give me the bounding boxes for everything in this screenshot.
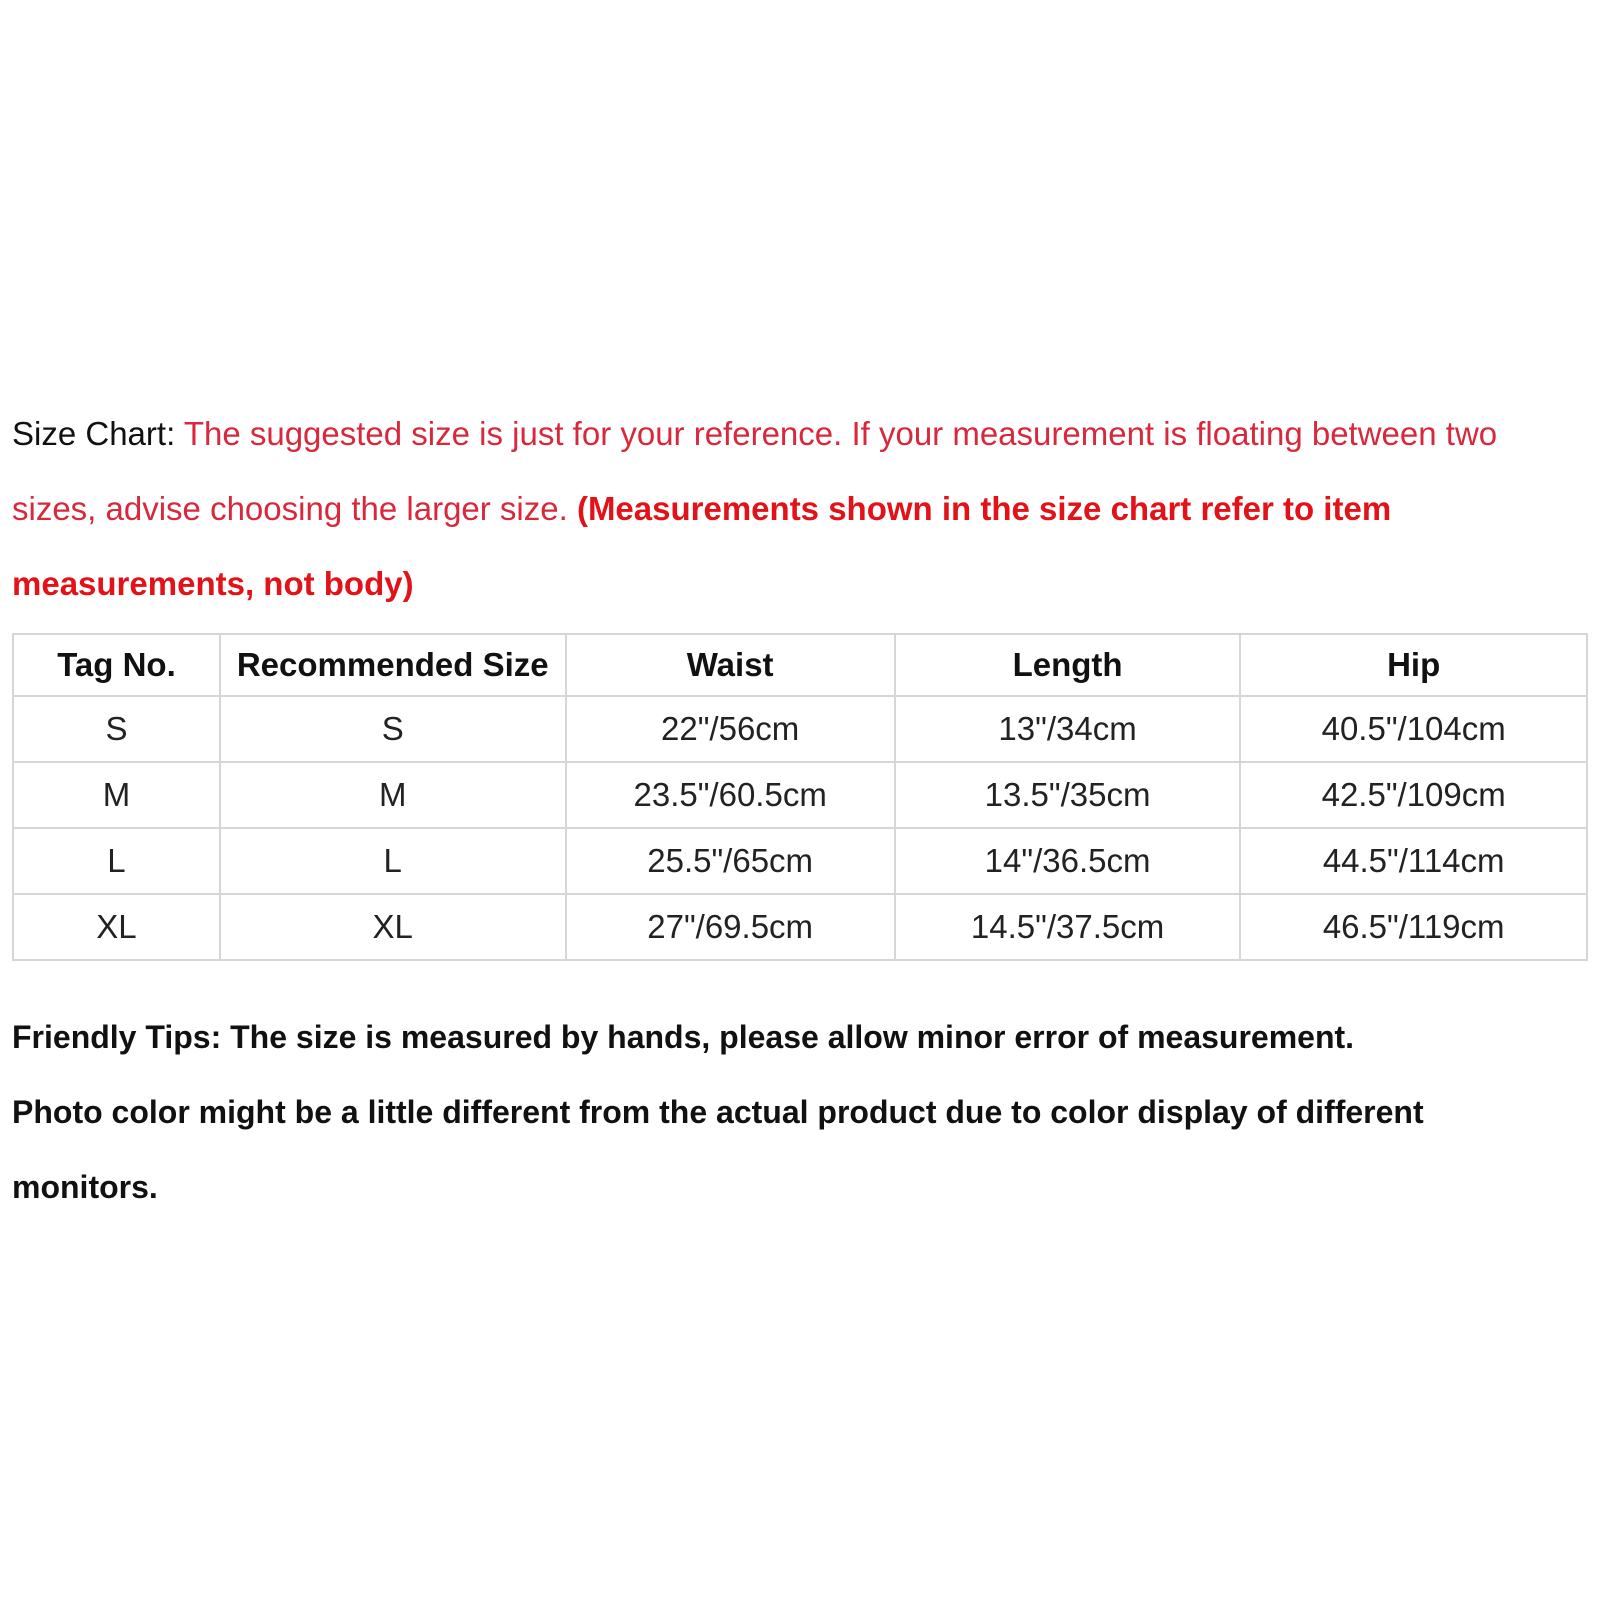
- label-separator: :: [166, 415, 184, 452]
- cell-recommended-size: XL: [220, 894, 566, 960]
- reference-note: The suggested size is just for your reference. If your measurement is floating between two sizes, advise choosing the larger size.: [12, 415, 1498, 527]
- cell-length: 13"/34cm: [895, 696, 1241, 762]
- cell-hip: 46.5"/119cm: [1240, 894, 1587, 960]
- cell-recommended-size: S: [220, 696, 566, 762]
- table-row: [13, 762, 1587, 828]
- cell-length: 14.5"/37.5cm: [895, 894, 1241, 960]
- cell-recommended-size: M: [220, 762, 566, 828]
- cell-waist: 27"/69.5cm: [566, 894, 895, 960]
- cell-hip: 40.5"/104cm: [1240, 696, 1587, 762]
- table-row: [13, 828, 1587, 894]
- cell-tag-no: L: [13, 828, 220, 894]
- cell-tag-no: S: [13, 696, 220, 762]
- measurement-note: (Measurements shown in the size chart refer to item measurements, not body): [12, 490, 1392, 602]
- cell-hip: 44.5"/114cm: [1240, 828, 1587, 894]
- size-table: [12, 633, 1588, 961]
- cell-waist: 25.5"/65cm: [566, 828, 895, 894]
- cell-waist: 23.5"/60.5cm: [566, 762, 895, 828]
- cell-hip: 42.5"/109cm: [1240, 762, 1587, 828]
- tips-line-1: Friendly Tips: The size is measured by hands, please allow minor error of measurement.: [12, 1019, 1355, 1055]
- friendly-tips: [12, 1000, 1572, 1225]
- size-chart-label: Size Chart: [12, 415, 167, 452]
- cell-waist: 22"/56cm: [566, 696, 895, 762]
- cell-length: 14"/36.5cm: [895, 828, 1241, 894]
- table-row: [13, 696, 1587, 762]
- header-hip: Hip: [1240, 634, 1587, 696]
- tips-line-2: Photo color might be a little different from the actual product due to color display of different monitors.: [12, 1094, 1424, 1205]
- cell-length: 13.5"/35cm: [895, 762, 1241, 828]
- cell-tag-no: M: [13, 762, 220, 828]
- header-length: Length: [895, 634, 1241, 696]
- cell-tag-no: XL: [13, 894, 220, 960]
- table-row: [13, 894, 1587, 960]
- header-tag-no: Tag No.: [13, 634, 220, 696]
- header-recommended-size: Recommended Size: [220, 634, 566, 696]
- cell-recommended-size: L: [220, 828, 566, 894]
- size-chart-intro: [12, 396, 1572, 621]
- table-header-row: [13, 634, 1587, 696]
- header-waist: Waist: [566, 634, 895, 696]
